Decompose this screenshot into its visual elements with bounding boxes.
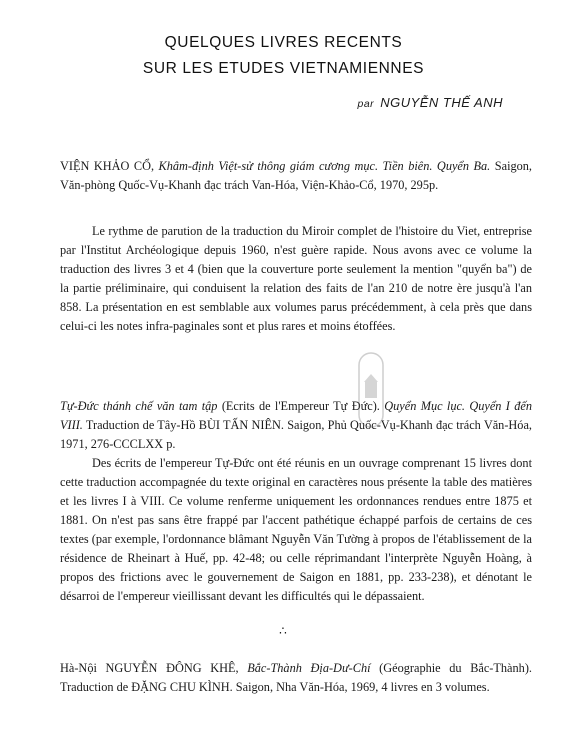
author-name: NGUYỄN THẾ ANH: [380, 95, 503, 110]
entry-1-reference: [60, 157, 532, 195]
entry-1-title: Khâm-định Việt-sử thông giám cương mục. Tiền biên. Quyển Ba.: [158, 159, 491, 173]
seal-icon: [356, 350, 386, 430]
author-prefix: par: [357, 98, 375, 110]
section-separator: ∴: [279, 624, 288, 638]
entry-3-publication: (Géographie du Bắc-Thành). Traduction de ĐẶNG CHU KÌNH. Saigon, Nha Văn-Hóa, 1969, 4 livres en 3 volumes.: [60, 661, 532, 694]
article-author: [358, 95, 504, 110]
entry-2-reference: [60, 397, 532, 454]
entry-3-title: Bắc-Thành Địa-Dư-Chí: [247, 661, 371, 675]
entry-1-publication: Saigon, Văn-phòng Quốc-Vụ-Khanh đạc trách Van-Hóa, Viện-Khảo-Cổ, 1970, 295p.: [60, 159, 532, 192]
title-line-1: QUELQUES LIVRES RECENTS: [164, 34, 403, 51]
entry-2-subtitle: (Ecrits de l'Empereur Tự Đức).: [221, 399, 380, 413]
entry-2-publication: Traduction de Tây-Hồ BÙI TẤN NIÊN. Saigon, Phủ Quốc-Vụ-Khanh đạc trách Văn-Hóa, 1971, 276-CCCLXX p.: [60, 418, 532, 451]
entry-3-author: Hà-Nội NGUYỄN ĐÔNG KHÊ,: [60, 661, 239, 675]
entry-2-title-2: Quyển Mục lục. Quyển I đến VIII.: [60, 399, 533, 432]
entry-1-review: Le rythme de parution de la traduction du Miroir complet de l'histoire du Viet, entreprise par l'Institut Archéologique depuis 1960, n'est guère rapide. Nous avons avec ce volume la traduction des livres 3 et 4 (bien que la couverture porte seulement la mention "quyển ba") de la partie préliminaire, qui conduisent la relation des faits de l'an 210 de notre ère jusqu'à l'an 858. La présentation en est semblable aux volumes parus précédemment, à cela près que dans celui-ci les notes infra-paginales sont et plus rares et moins étoffées.: [60, 224, 532, 333]
title-line-2: SUR LES ETUDES VIETNAMIENNES: [142, 60, 425, 77]
entry-1-author: VIỆN KHẢO CỔ,: [60, 159, 155, 173]
entry-2-review: Des écrits de l'empereur Tự-Đức ont été réunis en un ouvrage comprenant 15 livres dont cette traduction accompagnée du texte original en caractères nous présente la table des matières et les livres I à VIII. Ce volume renferme uniquement les ordonnances rendues entre 1875 et 1881. On n'est pas sans être frappé par l'accent pathétique échappé parfois de certains de ces textes (par exemple, l'ordonnance blâmant Nguyễn Văn Tường à propos de l'établissement de la résidence de Rheinart à Huế, pp. 42-48; ou celle réprimandant l'interprète Nguyễn Hoàng, à propos des frictions avec le gouvernement de Saigon en 1881, pp. 233-238), et dénotant le désarroi de l'empereur vieillissant devant les difficultés qui le dépassaient.: [60, 456, 532, 603]
entry-2-title: Tự-Đức thánh chế văn tam tập: [60, 399, 218, 413]
entry-3-reference: [60, 659, 532, 697]
